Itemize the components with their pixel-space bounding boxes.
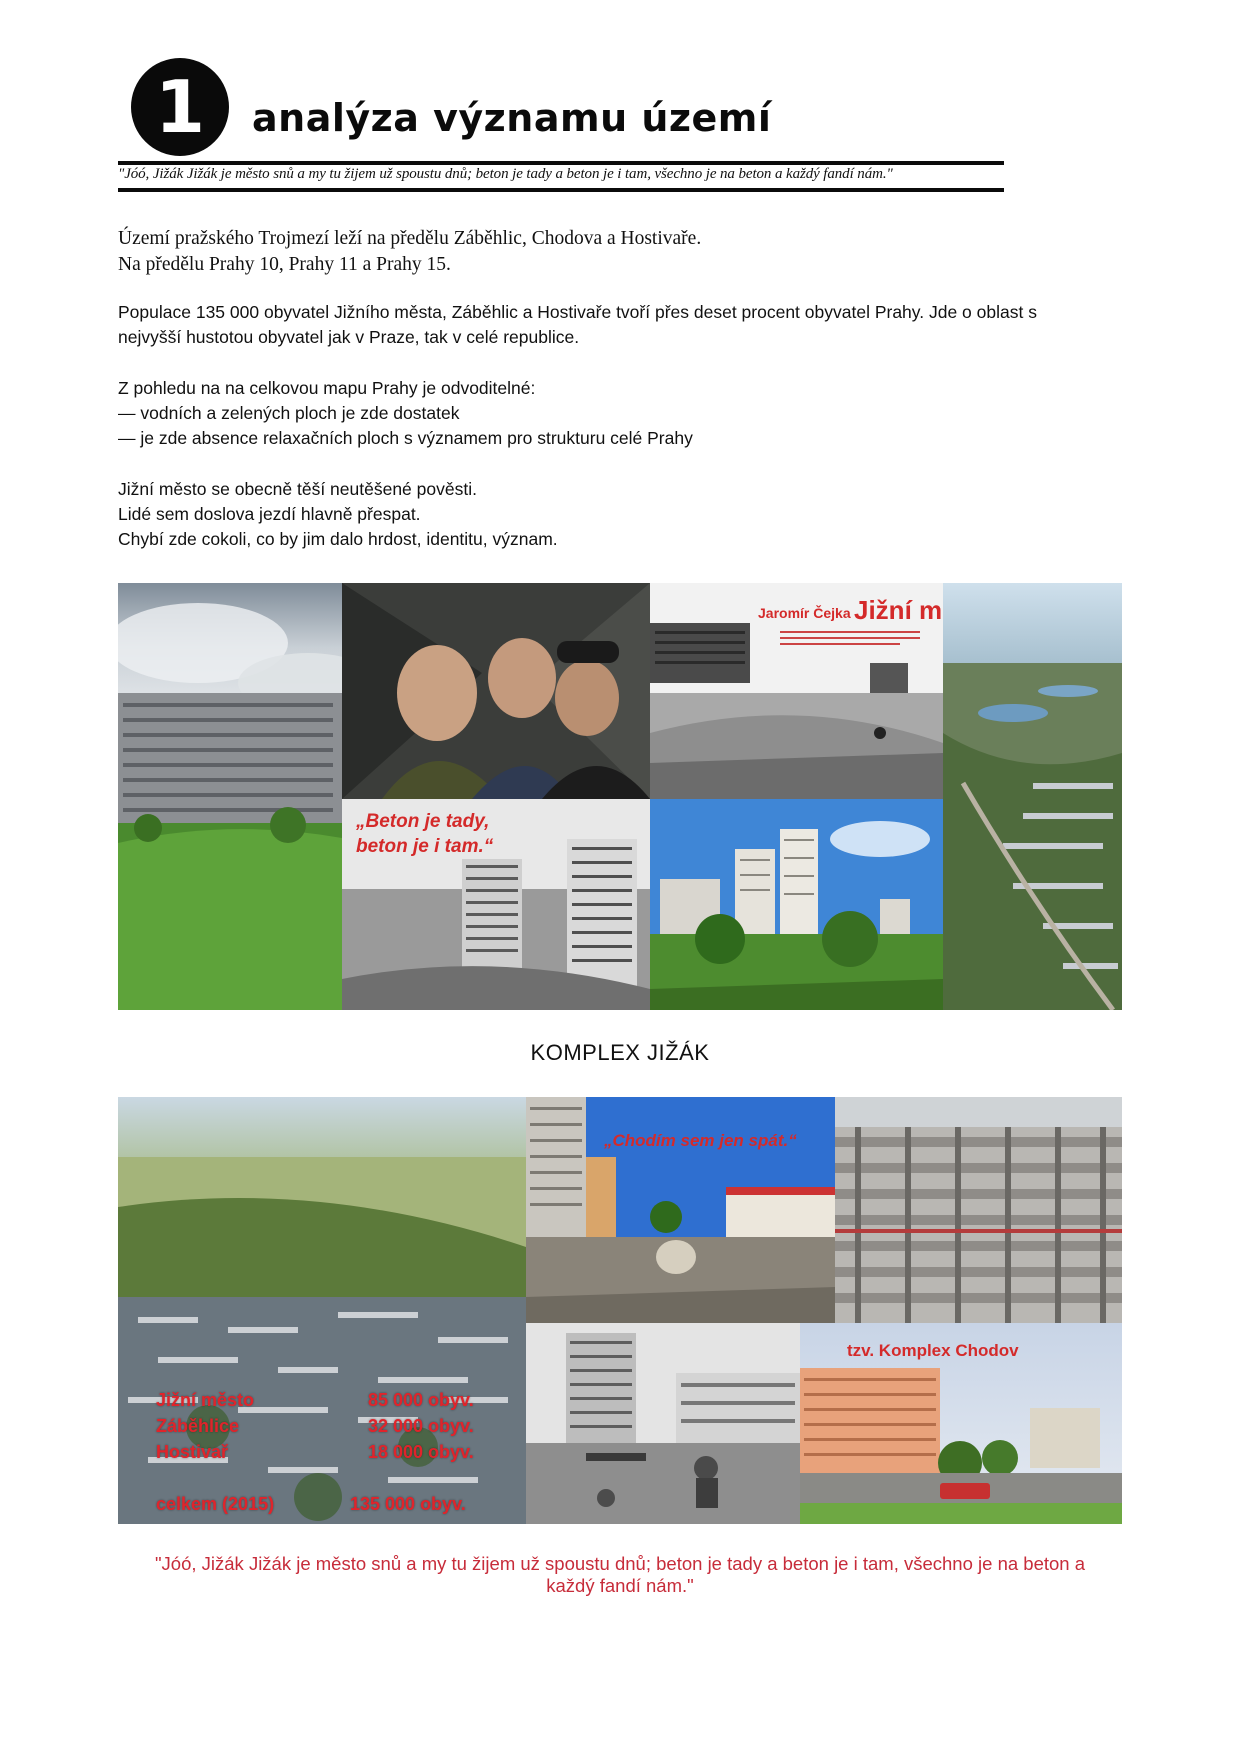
stats-values [368, 1387, 474, 1465]
map-view-line-1: Z pohledu na na celkovou mapu Prahy je odvoditelné: [118, 378, 536, 398]
photo-panel-chodov-street [800, 1323, 1122, 1524]
reputation-line-1: Jižní město se obecně těší neutěšené pověsti. [118, 479, 477, 499]
reputation-line-2: Lidé sem doslova jezdí hlavně přespat. [118, 504, 421, 524]
beton-caption [356, 809, 493, 859]
photo-panel-aerial-city [118, 1097, 526, 1524]
section-label: KOMPLEX JIŽÁK [530, 1040, 710, 1065]
beton-caption-line-1: „Beton je tady, [356, 811, 490, 832]
stat-total-value: 135 000 obyv. [350, 1494, 466, 1514]
photo-panel-housing-meadow [118, 583, 342, 1010]
population-line-1: Populace 135 000 obyvatel Jižního města, Záběhlic a Hostivaře tvoří přes deset procent obyvatel Prahy. Jde o oblast s [118, 302, 1037, 322]
photo-panel-beton-tower [342, 799, 650, 1010]
photo-panel-aerial-valley [943, 583, 1122, 1010]
map-view-line-2: — vodních a zelených ploch je zde dostatek [118, 403, 460, 423]
chodov-caption: tzv. Komplex Chodov [847, 1341, 1019, 1360]
photo-panel-towers-blue-sky [650, 799, 943, 1010]
photo-panel-panel-facade [835, 1097, 1122, 1323]
map-view-line-3: — je zde absence relaxačních ploch s významem pro strukturu celé Prahy [118, 428, 693, 448]
book-title: Jižní m [854, 595, 943, 625]
photo-panel-rappers [342, 583, 650, 799]
stat-value-hostivar: 18 000 obyv. [368, 1442, 474, 1462]
intro-paragraph [118, 226, 701, 278]
header-rule-bottom [118, 188, 1004, 192]
intro-line-1: Území pražského Trojmezí leží na předělu Záběhlic, Chodova a Hostivaře. [118, 228, 702, 249]
map-view-paragraph [118, 376, 1108, 451]
stat-name-zabehlice: Záběhlice [156, 1416, 240, 1436]
stat-value-zabehlice: 32 000 obyv. [368, 1416, 474, 1436]
stat-name-jizni-mesto: Jižní město [156, 1390, 255, 1410]
section-number-badge: 1 [131, 58, 229, 156]
reputation-paragraph [118, 477, 1108, 552]
stat-value-jizni-mesto: 85 000 obyv. [368, 1390, 474, 1410]
stats-names [156, 1387, 254, 1465]
population-line-2: nejvyšší hustotou obyvatel jak v Praze, tak v celé republice. [118, 327, 580, 347]
stat-name-hostivar: Hostivař [156, 1442, 229, 1462]
population-paragraph [118, 300, 1108, 350]
header-quote: "Jóó, Jižák Jižák je město snů a my tu žijem už spoustu dnů; beton je tady a beton je i tam, všechno je na beton a každý fandí nám." [118, 166, 893, 182]
chodim-caption: „Chodím sem jen spát.“ [604, 1131, 797, 1150]
book-author: Jaromír Čejka [758, 605, 851, 621]
stat-total-name: celkem (2015) [156, 1494, 275, 1514]
reputation-line-3: Chybí zde cokoli, co by jim dalo hrdost, identitu, význam. [118, 529, 558, 549]
photo-panel-bw-bench [526, 1323, 800, 1524]
photo-panel-book-cover [650, 583, 943, 799]
header-rule-top [118, 161, 1004, 165]
page-title: analýza významu území [252, 96, 772, 140]
bottom-quote: "Jóó, Jižák Jižák je město snů a my tu žijem už spoustu dnů; beton je tady a beton je i tam, všechno je na beton a každý fandí nám." [154, 1553, 1086, 1596]
beton-caption-line-2: beton je i tam.“ [356, 836, 494, 857]
photo-panel-chodim-square [526, 1097, 835, 1323]
intro-line-2: Na předělu Prahy 10, Prahy 11 a Prahy 15. [118, 254, 451, 275]
